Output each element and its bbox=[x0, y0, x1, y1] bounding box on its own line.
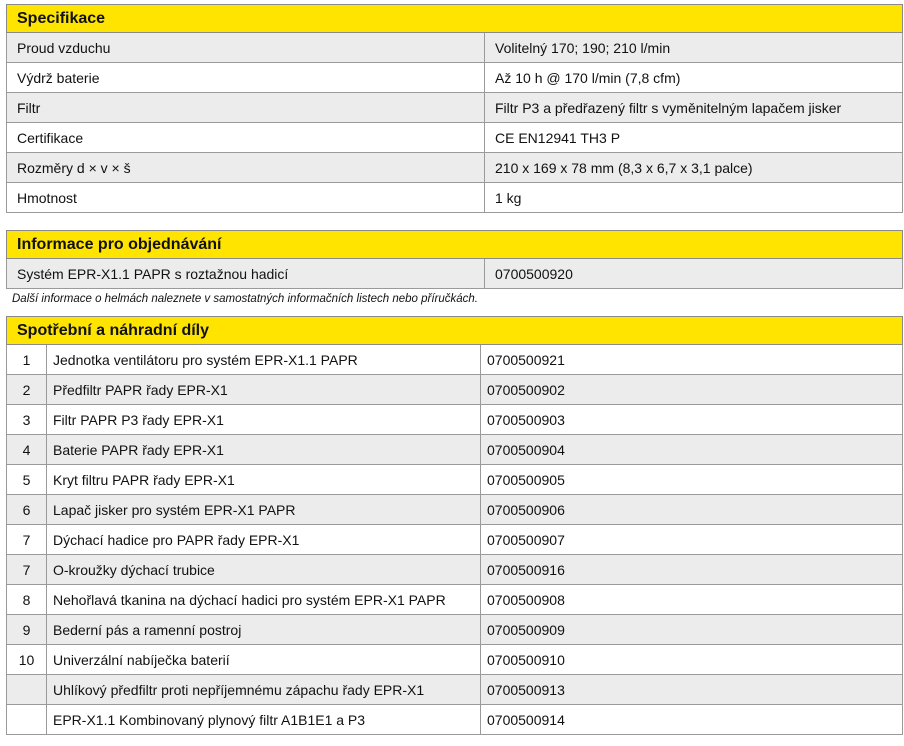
part-number: 4 bbox=[7, 435, 47, 465]
part-code: 0700500905 bbox=[481, 465, 903, 495]
spec-value: 210 x 169 x 78 mm (8,3 x 6,7 x 3,1 palce) bbox=[485, 153, 903, 183]
spec-label: Certifikace bbox=[7, 123, 485, 153]
part-name: Předfiltr PAPR řady EPR-X1 bbox=[47, 375, 481, 405]
table-row bbox=[7, 33, 903, 63]
part-code: 0700500903 bbox=[481, 405, 903, 435]
table-row bbox=[7, 525, 903, 555]
part-name: Filtr PAPR P3 řady EPR-X1 bbox=[47, 405, 481, 435]
part-name: Univerzální nabíječka baterií bbox=[47, 645, 481, 675]
parts-title: Spotřební a náhradní díly bbox=[7, 317, 903, 345]
table-row bbox=[7, 63, 903, 93]
table-row bbox=[7, 465, 903, 495]
table-row bbox=[7, 259, 903, 289]
part-number: 5 bbox=[7, 465, 47, 495]
table-row bbox=[7, 645, 903, 675]
table-row bbox=[7, 375, 903, 405]
part-name: Kryt filtru PAPR řady EPR-X1 bbox=[47, 465, 481, 495]
part-code: 0700500907 bbox=[481, 525, 903, 555]
part-name: Dýchací hadice pro PAPR řady EPR-X1 bbox=[47, 525, 481, 555]
part-code: 0700500914 bbox=[481, 705, 903, 735]
part-name: EPR-X1.1 Kombinovaný plynový filtr A1B1E1 a P3 bbox=[47, 705, 481, 735]
specs-title: Specifikace bbox=[7, 5, 903, 33]
spec-value: Volitelný 170; 190; 210 l/min bbox=[485, 33, 903, 63]
part-name: O-kroužky dýchací trubice bbox=[47, 555, 481, 585]
part-code: 0700500902 bbox=[481, 375, 903, 405]
spec-value: Až 10 h @ 170 l/min (7,8 cfm) bbox=[485, 63, 903, 93]
part-code: 0700500913 bbox=[481, 675, 903, 705]
part-number bbox=[7, 675, 47, 705]
part-name: Nehořlavá tkanina na dýchací hadici pro systém EPR-X1 PAPR bbox=[47, 585, 481, 615]
part-number: 1 bbox=[7, 345, 47, 375]
table-row bbox=[7, 123, 903, 153]
spec-label: Filtr bbox=[7, 93, 485, 123]
table-row bbox=[7, 183, 903, 213]
spec-label: Proud vzduchu bbox=[7, 33, 485, 63]
specs-table bbox=[6, 4, 903, 213]
table-row bbox=[7, 675, 903, 705]
part-number: 7 bbox=[7, 525, 47, 555]
part-name: Jednotka ventilátoru pro systém EPR-X1.1 PAPR bbox=[47, 345, 481, 375]
table-row bbox=[7, 153, 903, 183]
order-code: 0700500920 bbox=[485, 259, 903, 289]
table-row bbox=[7, 585, 903, 615]
table-row bbox=[7, 555, 903, 585]
table-row bbox=[7, 93, 903, 123]
part-number: 2 bbox=[7, 375, 47, 405]
part-number: 8 bbox=[7, 585, 47, 615]
part-number: 3 bbox=[7, 405, 47, 435]
table-row bbox=[7, 435, 903, 465]
part-number: 10 bbox=[7, 645, 47, 675]
ordering-note: Další informace o helmách naleznete v samostatných informačních listech nebo příručkách. bbox=[12, 293, 478, 305]
part-name: Uhlíkový předfiltr proti nepříjemnému zápachu řady EPR-X1 bbox=[47, 675, 481, 705]
spec-label: Rozměry d × v × š bbox=[7, 153, 485, 183]
table-row bbox=[7, 345, 903, 375]
part-number: 9 bbox=[7, 615, 47, 645]
part-code: 0700500904 bbox=[481, 435, 903, 465]
part-name: Baterie PAPR řady EPR-X1 bbox=[47, 435, 481, 465]
part-number: 7 bbox=[7, 555, 47, 585]
table-row bbox=[7, 405, 903, 435]
table-row bbox=[7, 495, 903, 525]
ordering-title: Informace pro objednávání bbox=[7, 231, 903, 259]
order-label: Systém EPR-X1.1 PAPR s roztažnou hadicí bbox=[7, 259, 485, 289]
part-number bbox=[7, 705, 47, 735]
part-code: 0700500909 bbox=[481, 615, 903, 645]
parts-table bbox=[6, 316, 903, 735]
part-number: 6 bbox=[7, 495, 47, 525]
spec-value: 1 kg bbox=[485, 183, 903, 213]
part-code: 0700500910 bbox=[481, 645, 903, 675]
part-name: Bederní pás a ramenní postroj bbox=[47, 615, 481, 645]
part-code: 0700500921 bbox=[481, 345, 903, 375]
spec-label: Hmotnost bbox=[7, 183, 485, 213]
part-code: 0700500916 bbox=[481, 555, 903, 585]
spec-value: CE EN12941 TH3 P bbox=[485, 123, 903, 153]
part-code: 0700500906 bbox=[481, 495, 903, 525]
spec-label: Výdrž baterie bbox=[7, 63, 485, 93]
ordering-table bbox=[6, 230, 903, 289]
part-name: Lapač jisker pro systém EPR-X1 PAPR bbox=[47, 495, 481, 525]
table-row bbox=[7, 615, 903, 645]
table-row bbox=[7, 705, 903, 735]
part-code: 0700500908 bbox=[481, 585, 903, 615]
spec-value: Filtr P3 a předřazený filtr s vyměnitelným lapačem jisker bbox=[485, 93, 903, 123]
